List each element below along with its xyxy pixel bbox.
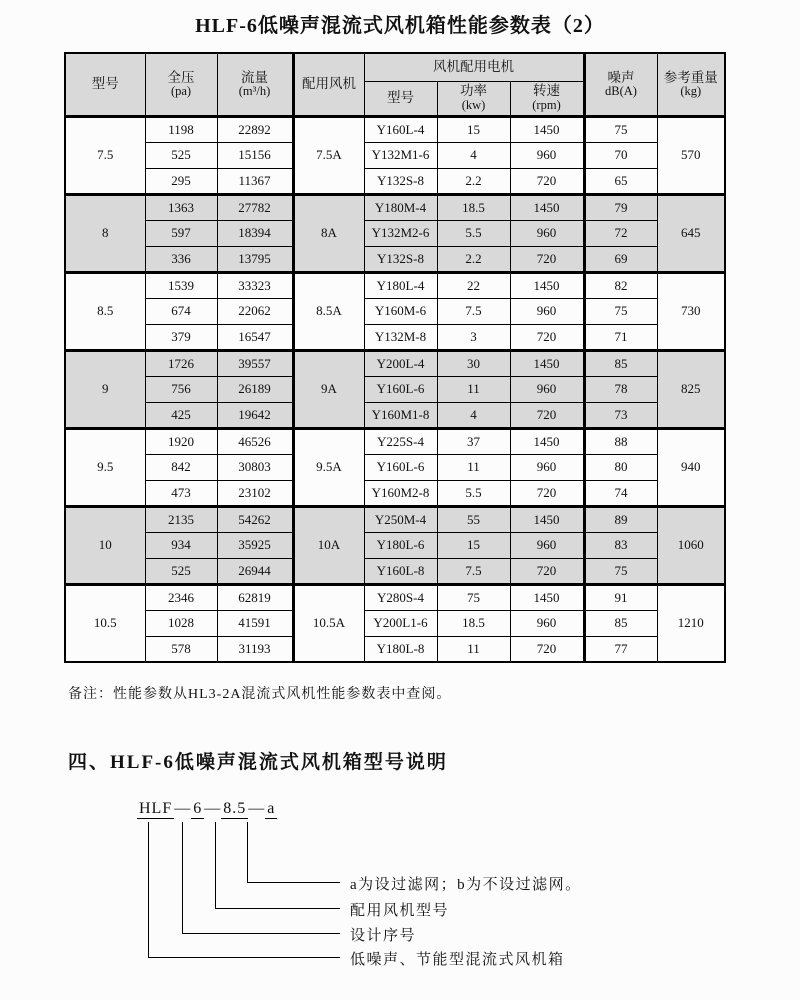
cell-pressure: 1920: [145, 428, 217, 454]
cell-motor-model: Y160L-6: [364, 454, 437, 480]
cell-motor-model: Y200L1-6: [364, 610, 437, 636]
cell-model: 9.5: [65, 428, 145, 506]
cell-motor-model: Y160L-4: [364, 116, 437, 142]
leader-line-series: [148, 957, 340, 958]
header-weight: 参考重量 (kg): [657, 53, 725, 116]
cell-weight: 570: [657, 116, 725, 194]
header-power: 功率 (kw): [437, 81, 510, 116]
cell-noise: 79: [584, 194, 657, 220]
cell-speed: 960: [510, 298, 584, 324]
cell-speed: 720: [510, 168, 584, 194]
cell-noise: 75: [584, 558, 657, 584]
cell-noise: 70: [584, 142, 657, 168]
code-separator: —: [204, 800, 222, 817]
cell-pressure: 473: [145, 480, 217, 506]
cell-speed: 960: [510, 220, 584, 246]
table-row: [65, 454, 725, 480]
table-row: [65, 480, 725, 506]
leader-line-series: [148, 822, 149, 957]
cell-motor-model: Y250M-4: [364, 506, 437, 532]
cell-power: 15: [437, 116, 510, 142]
cell-motor-model: Y132S-8: [364, 168, 437, 194]
cell-flow: 11367: [217, 168, 293, 194]
cell-model: 7.5: [65, 116, 145, 194]
cell-fan: 9.5A: [293, 428, 364, 506]
cell-motor-model: Y180L-6: [364, 532, 437, 558]
cell-pressure: 525: [145, 558, 217, 584]
cell-weight: 940: [657, 428, 725, 506]
cell-noise: 72: [584, 220, 657, 246]
cell-pressure: 597: [145, 220, 217, 246]
cell-weight: 730: [657, 272, 725, 350]
cell-motor-model: Y160L-6: [364, 376, 437, 402]
cell-motor-model: Y180L-4: [364, 272, 437, 298]
cell-motor-model: Y200L-4: [364, 350, 437, 376]
cell-pressure: 1363: [145, 194, 217, 220]
cell-noise: 88: [584, 428, 657, 454]
code-separator: —: [174, 800, 192, 817]
cell-model: 8.5: [65, 272, 145, 350]
cell-motor-model: Y160L-8: [364, 558, 437, 584]
table-row: [65, 376, 725, 402]
cell-fan: 10A: [293, 506, 364, 584]
cell-noise: 83: [584, 532, 657, 558]
cell-fan: 7.5A: [293, 116, 364, 194]
cell-fan: 10.5A: [293, 584, 364, 662]
table-row: [65, 636, 725, 662]
cell-flow: 35925: [217, 532, 293, 558]
page-title: HLF-6低噪声混流式风机箱性能参数表（2）: [195, 15, 605, 37]
cell-speed: 720: [510, 636, 584, 662]
cell-motor-model: Y180M-4: [364, 194, 437, 220]
cell-model: 8: [65, 194, 145, 272]
cell-pressure: 674: [145, 298, 217, 324]
leader-line-design-no: [182, 822, 183, 933]
cell-model: 9: [65, 350, 145, 428]
cell-flow: 31193: [217, 636, 293, 662]
cell-power: 37: [437, 428, 510, 454]
table-row: [65, 350, 725, 376]
model-code-diagram: [0, 800, 800, 1000]
cell-pressure: 525: [145, 142, 217, 168]
cell-noise: 85: [584, 610, 657, 636]
cell-power: 2.2: [437, 246, 510, 272]
table-row: [65, 610, 725, 636]
cell-flow: 22062: [217, 298, 293, 324]
cell-power: 7.5: [437, 298, 510, 324]
cell-noise: 75: [584, 298, 657, 324]
leader-line-filter: [247, 882, 340, 883]
cell-noise: 77: [584, 636, 657, 662]
cell-power: 11: [437, 636, 510, 662]
cell-weight: 825: [657, 350, 725, 428]
leader-line-fan-model: [215, 822, 216, 908]
table-row: [65, 246, 725, 272]
cell-flow: 54262: [217, 506, 293, 532]
table-row: [65, 532, 725, 558]
cell-noise: 82: [584, 272, 657, 298]
cell-power: 5.5: [437, 480, 510, 506]
cell-pressure: 1028: [145, 610, 217, 636]
cell-noise: 85: [584, 350, 657, 376]
cell-speed: 720: [510, 558, 584, 584]
cell-power: 11: [437, 376, 510, 402]
code-part-fan-size: 8.5: [223, 800, 247, 817]
cell-noise: 71: [584, 324, 657, 350]
cell-power: 11: [437, 454, 510, 480]
cell-speed: 1450: [510, 506, 584, 532]
table-row: [65, 272, 725, 298]
cell-power: 4: [437, 402, 510, 428]
leader-line-design-no: [182, 933, 340, 934]
cell-speed: 1450: [510, 194, 584, 220]
header-noise: 噪声 dB(A): [584, 53, 657, 116]
cell-power: 15: [437, 532, 510, 558]
cell-noise: 80: [584, 454, 657, 480]
header-pressure: 全压 (pa): [145, 53, 217, 116]
cell-noise: 75: [584, 116, 657, 142]
section-title: 四、HLF-6低噪声混流式风机箱型号说明: [68, 752, 448, 773]
table-header: [65, 53, 725, 116]
cell-flow: 41591: [217, 610, 293, 636]
cell-pressure: 756: [145, 376, 217, 402]
cell-fan: 9A: [293, 350, 364, 428]
cell-motor-model: Y225S-4: [364, 428, 437, 454]
table-row: [65, 194, 725, 220]
cell-flow: 18394: [217, 220, 293, 246]
cell-speed: 720: [510, 480, 584, 506]
cell-flow: 19642: [217, 402, 293, 428]
cell-flow: 46526: [217, 428, 293, 454]
cell-motor-model: Y160M1-8: [364, 402, 437, 428]
cell-pressure: 2346: [145, 584, 217, 610]
table-note: 备注：性能参数从HL3-2A混流式风机性能参数表中查阅。: [68, 687, 452, 702]
cell-model: 10.5: [65, 584, 145, 662]
cell-power: 4: [437, 142, 510, 168]
cell-noise: 73: [584, 402, 657, 428]
cell-speed: 960: [510, 610, 584, 636]
cell-flow: 26189: [217, 376, 293, 402]
code-separator: —: [248, 800, 266, 817]
cell-speed: 1450: [510, 116, 584, 142]
header-motor-group: 风机配用电机: [364, 53, 584, 81]
label-series: 低噪声、节能型混流式风机箱: [350, 952, 565, 968]
cell-pressure: 425: [145, 402, 217, 428]
header-fan: 配用风机: [293, 53, 364, 116]
cell-speed: 960: [510, 376, 584, 402]
performance-table: [64, 52, 726, 663]
table-body: [65, 116, 725, 662]
cell-power: 75: [437, 584, 510, 610]
cell-power: 5.5: [437, 220, 510, 246]
cell-flow: 26944: [217, 558, 293, 584]
table-row: [65, 168, 725, 194]
cell-speed: 1450: [510, 272, 584, 298]
cell-pressure: 842: [145, 454, 217, 480]
cell-speed: 1450: [510, 428, 584, 454]
cell-motor-model: Y160M-6: [364, 298, 437, 324]
cell-flow: 15156: [217, 142, 293, 168]
cell-motor-model: Y132S-8: [364, 246, 437, 272]
table-row: [65, 402, 725, 428]
cell-pressure: 578: [145, 636, 217, 662]
cell-power: 30: [437, 350, 510, 376]
code-part-series: HLF: [139, 800, 173, 817]
cell-noise: 78: [584, 376, 657, 402]
cell-motor-model: Y132M2-6: [364, 220, 437, 246]
cell-power: 18.5: [437, 194, 510, 220]
label-fan-model: 配用风机型号: [350, 903, 450, 919]
cell-pressure: 295: [145, 168, 217, 194]
cell-motor-model: Y160M2-8: [364, 480, 437, 506]
label-filter-option: a为设过滤网；b为不设过滤网。: [350, 877, 582, 893]
cell-pressure: 2135: [145, 506, 217, 532]
table-row: [65, 298, 725, 324]
cell-speed: 720: [510, 324, 584, 350]
cell-weight: 1060: [657, 506, 725, 584]
cell-model: 10: [65, 506, 145, 584]
cell-flow: 22892: [217, 116, 293, 142]
cell-speed: 720: [510, 402, 584, 428]
cell-power: 55: [437, 506, 510, 532]
cell-noise: 69: [584, 246, 657, 272]
cell-flow: 27782: [217, 194, 293, 220]
cell-pressure: 379: [145, 324, 217, 350]
table-row: [65, 142, 725, 168]
cell-pressure: 1539: [145, 272, 217, 298]
cell-power: 22: [437, 272, 510, 298]
cell-speed: 1450: [510, 350, 584, 376]
cell-flow: 30803: [217, 454, 293, 480]
header-model: 型号: [65, 53, 145, 116]
cell-motor-model: Y132M1-6: [364, 142, 437, 168]
cell-noise: 91: [584, 584, 657, 610]
cell-flow: 23102: [217, 480, 293, 506]
cell-flow: 13795: [217, 246, 293, 272]
cell-weight: 645: [657, 194, 725, 272]
cell-flow: 33323: [217, 272, 293, 298]
cell-speed: 960: [510, 142, 584, 168]
cell-power: 3: [437, 324, 510, 350]
cell-pressure: 1726: [145, 350, 217, 376]
cell-fan: 8A: [293, 194, 364, 272]
table-row: [65, 428, 725, 454]
cell-noise: 89: [584, 506, 657, 532]
header-speed: 转速 (rpm): [510, 81, 584, 116]
cell-weight: 1210: [657, 584, 725, 662]
table-row: [65, 506, 725, 532]
header-flow: 流量 (m³/h): [217, 53, 293, 116]
table-row: [65, 220, 725, 246]
cell-power: 2.2: [437, 168, 510, 194]
cell-flow: 16547: [217, 324, 293, 350]
code-part-filter: a: [267, 800, 276, 817]
code-part-design: 6: [193, 800, 203, 817]
cell-pressure: 1198: [145, 116, 217, 142]
leader-line-filter: [247, 822, 248, 882]
table-row: [65, 324, 725, 350]
model-code: [137, 800, 277, 818]
cell-power: 18.5: [437, 610, 510, 636]
cell-power: 7.5: [437, 558, 510, 584]
table-row: [65, 558, 725, 584]
cell-flow: 39557: [217, 350, 293, 376]
cell-pressure: 934: [145, 532, 217, 558]
cell-motor-model: Y132M-8: [364, 324, 437, 350]
cell-speed: 1450: [510, 584, 584, 610]
cell-motor-model: Y180L-8: [364, 636, 437, 662]
cell-speed: 720: [510, 246, 584, 272]
label-design-no: 设计序号: [350, 928, 417, 944]
cell-pressure: 336: [145, 246, 217, 272]
table-row: [65, 584, 725, 610]
cell-speed: 960: [510, 532, 584, 558]
header-motor-model: 型号: [364, 81, 437, 116]
table-row: [65, 116, 725, 142]
cell-noise: 74: [584, 480, 657, 506]
cell-fan: 8.5A: [293, 272, 364, 350]
leader-line-fan-model: [215, 908, 340, 909]
cell-speed: 960: [510, 454, 584, 480]
cell-flow: 62819: [217, 584, 293, 610]
cell-motor-model: Y280S-4: [364, 584, 437, 610]
cell-noise: 65: [584, 168, 657, 194]
